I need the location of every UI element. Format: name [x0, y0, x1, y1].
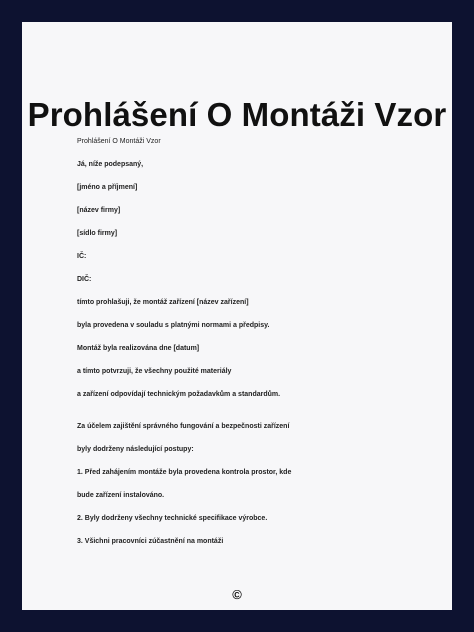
body-line: 1. Před zahájením montáže byla provedena kontrola prostor, kde — [77, 469, 292, 476]
body-line: Já, níže podepsaný, — [77, 161, 144, 168]
body-line: Za účelem zajištění správného fungování a bezpečnosti zařízení — [77, 423, 290, 430]
body-line: bude zařízení instalováno. — [77, 492, 165, 499]
document-subtitle: Prohlášení O Montáži Vzor — [77, 138, 161, 145]
body-line: tímto prohlašuji, že montáž zařízení [název zařízení] — [77, 299, 249, 306]
body-line: 3. Všichni pracovníci zúčastnění na montáži — [77, 538, 224, 545]
copyright-icon: © — [232, 587, 242, 602]
body-line: [sídlo firmy] — [77, 230, 118, 237]
body-line: [jméno a příjmení] — [77, 184, 138, 191]
body-line: [název firmy] — [77, 207, 121, 214]
body-line: DIČ: — [77, 276, 92, 283]
body-line: 2. Byly dodrženy všechny technické specifikace výrobce. — [77, 515, 268, 522]
document-title: Prohlášení O Montáži Vzor — [27, 96, 447, 133]
body-line: a zařízení odpovídají technickým požadavkům a standardům. — [77, 391, 281, 398]
body-line: byla provedena v souladu s platnými normami a předpisy. — [77, 322, 270, 329]
document-page — [22, 22, 452, 610]
body-line: IČ: — [77, 253, 87, 260]
body-line: Montáž byla realizována dne [datum] — [77, 345, 200, 352]
body-line: a tímto potvrzuji, že všechny použité materiály — [77, 368, 232, 375]
body-line: byly dodrženy následující postupy: — [77, 446, 194, 453]
